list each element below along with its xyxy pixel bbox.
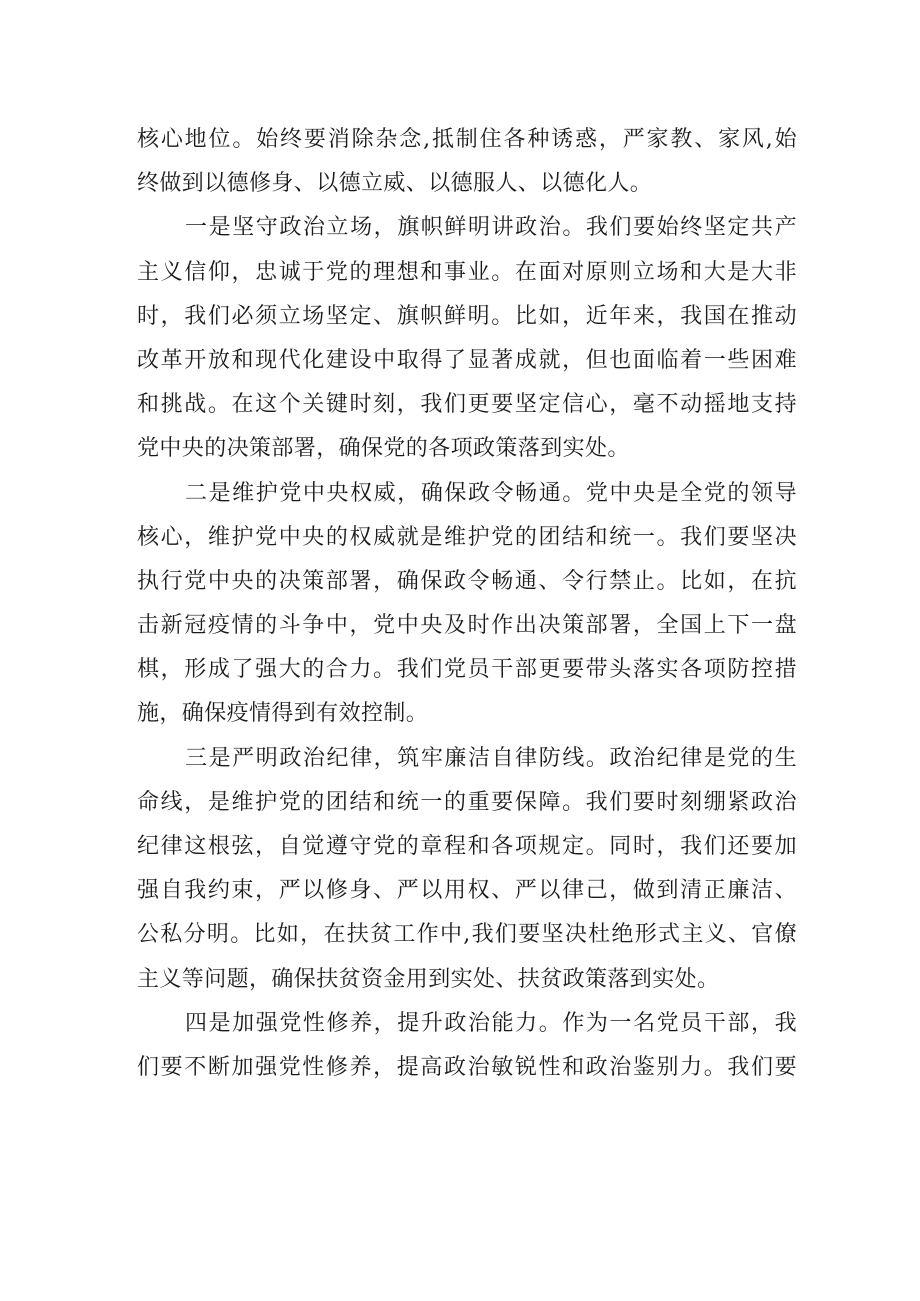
text-line: 核心，维护党中央的权威就是维护党的团结和统一。我们要坚决 [137, 524, 797, 550]
paragraph-continuation [137, 118, 797, 206]
text-line: 施，确保疫情得到有效控制。 [137, 701, 429, 727]
text-line: 二是维护党中央权威，确保政令畅通。党中央是全党的领导 [185, 480, 797, 506]
text-line: 主义信仰，忠诚于党的理想和事业。在面对原则立场和大是大非 [137, 259, 797, 285]
text-line: 时，我们必须立场坚定、旗帜鲜明。比如，近年来，我国在推动 [137, 303, 797, 329]
text-line: 公私分明。比如，在扶贫工作中,我们要坚决杜绝形式主义、官僚 [137, 922, 797, 948]
text-line: 执行党中央的决策部署，确保政令畅通、令行禁止。比如，在抗 [137, 568, 797, 594]
text-line: 和挑战。在这个关键时刻，我们更要坚定信心，毫不动摇地支持 [137, 392, 797, 418]
text-line: 一是坚守政治立场，旗帜鲜明讲政治。我们要始终坚定共产 [185, 215, 797, 241]
paragraph-party-cultivation [137, 1002, 797, 1090]
text-line: 四是加强党性修养，提升政治能力。作为一名党员干部，我 [185, 1010, 797, 1036]
text-line: 们要不断加强党性修养，提高政治敏锐性和政治鉴别力。我们要 [137, 1054, 797, 1080]
text-line: 击新冠疫情的斗争中，党中央及时作出决策部署，全国上下一盘 [137, 613, 797, 639]
text-line: 终做到以德修身、以德立威、以德服人、以德化人。 [137, 171, 653, 197]
text-line: 纪律这根弦，自觉遵守党的章程和各项规定。同时，我们还要加 [137, 834, 797, 859]
text-line: 命线，是维护党的团结和统一的重要保障。我们要时刻绷紧政治 [137, 789, 797, 815]
paragraph-political-stance [137, 206, 797, 471]
text-line: 棋，形成了强大的合力。我们党员干部更要带头落实各项防控措 [137, 657, 797, 683]
text-line: 三是严明政治纪律，筑牢廉洁自律防线。政治纪律是党的生 [185, 745, 797, 771]
text-line: 党中央的决策部署，确保党的各项政策落到实处。 [137, 436, 630, 462]
document-body [137, 118, 797, 1090]
text-line: 主义等问题，确保扶贫资金用到实处、扶贫政策落到实处。 [137, 966, 720, 992]
paragraph-central-authority [137, 472, 797, 737]
paragraph-political-discipline [137, 737, 797, 1002]
text-line: 改革开放和现代化建设中取得了显著成就，但也面临着一些困难 [137, 347, 797, 373]
text-line: 强自我约束，严以修身、严以用权、严以律己，做到清正廉洁、 [137, 878, 797, 904]
text-line: 核心地位。始终要消除杂念,抵制住各种诱惑，严家教、家风,始 [137, 127, 797, 152]
